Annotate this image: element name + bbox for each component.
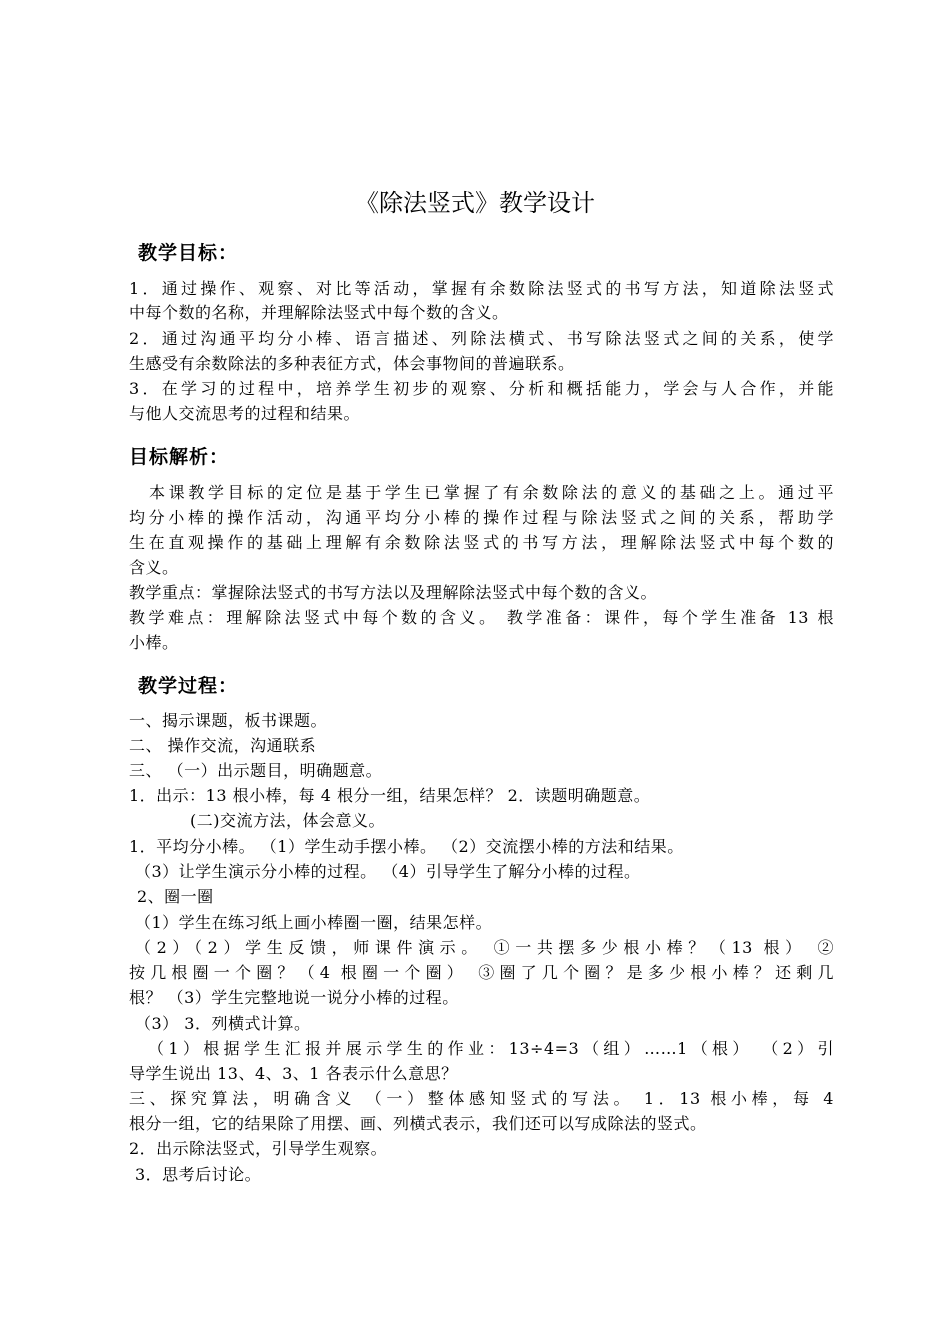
- process-line: 按几根圈一个圈？（4 根圈一个圈） ③圈了几个圈？是多少根小棒？还剩几: [129, 963, 834, 982]
- analysis-line: 均分小棒的操作活动，沟通平均分小棒的操作过程与除法竖式之间的关系，帮助学: [129, 508, 834, 527]
- objectives-line: 1．通过操作、观察、对比等活动，掌握有余数除法竖式的书写方法，知道除法竖式: [129, 279, 834, 298]
- objectives-line: 中每个数的名称，并理解除法竖式中每个数的含义。: [129, 303, 509, 322]
- process-line: （1）根据学生汇报并展示学生的作业：13÷4=3（组）……1（根） （2）引: [148, 1039, 834, 1058]
- process-line: 2．出示除法竖式，引导学生观察。: [129, 1139, 388, 1158]
- analysis-line: 小棒。: [129, 633, 179, 652]
- process-line: 3．思考后讨论。: [135, 1165, 262, 1184]
- process-line: （3） 3．列横式计算。: [135, 1014, 311, 1033]
- process-line: （3）让学生演示分小棒的过程。 （4）引导学生了解分小棒的过程。: [135, 862, 641, 881]
- process-line: 三、 （一）出示题目，明确题意。: [129, 761, 383, 780]
- key-point-line: 教学重点：掌握除法竖式的书写方法以及理解除法竖式中每个数的含义。: [129, 583, 658, 602]
- process-line: 2、圈一圈: [137, 887, 214, 906]
- process-line: 1．出示：13 根小棒，每 4 根分一组，结果怎样？ 2．读题明确题意。: [129, 786, 651, 805]
- objectives-line: 生感受有余数除法的多种表征方式，体会事物间的普遍联系。: [129, 354, 575, 373]
- process-line: （1）学生在练习纸上画小棒圈一圈，结果怎样。: [135, 913, 493, 932]
- objectives-line: 与他人交流思考的过程和结果。: [129, 404, 361, 423]
- difficulty-line: 教学难点：理解除法竖式中每个数的含义。 教学准备：课件，每个学生准备 13 根: [129, 608, 834, 627]
- objectives-line: 2．通过沟通平均分小棒、语言描述、列除法横式、书写除法竖式之间的关系，使学: [129, 329, 834, 348]
- process-line: 一、揭示课题，板书课题。: [129, 711, 328, 730]
- process-line: (二)交流方法，体会意义。: [190, 811, 385, 830]
- section-heading-analysis: 目标解析：: [129, 446, 230, 468]
- process-line: 三、探究算法，明确含义 （一）整体感知竖式的写法。 1．13 根小棒，每 4: [129, 1089, 834, 1108]
- analysis-line: 含义。: [129, 558, 179, 577]
- process-line: 1．平均分小棒。 （1）学生动手摆小棒。 （2）交流摆小棒的方法和结果。: [129, 837, 684, 856]
- process-line: （2）（2）学生反馈，师课件演示。 ①一共摆多少根小棒？（13 根） ②: [135, 938, 834, 957]
- analysis-line: 本课教学目标的定位是基于学生已掌握了有余数除法的意义的基础之上。通过平: [149, 483, 834, 502]
- process-line: 导学生说出 13、4、3、1 各表示什么意思？: [129, 1064, 458, 1083]
- process-line: 根？ （3）学生完整地说一说分小棒的过程。: [129, 988, 459, 1007]
- process-line: 根分一组，它的结果除了用摆、画、列横式表示，我们还可以写成除法的竖式。: [129, 1114, 707, 1133]
- objectives-line: 3．在学习的过程中，培养学生初步的观察、分析和概括能力，学会与人合作，并能: [129, 379, 834, 398]
- section-heading-objectives: 教学目标：: [138, 242, 239, 264]
- section-heading-process: 教学过程：: [138, 675, 239, 697]
- document-title: 《除法竖式》教学设计: [355, 189, 595, 217]
- analysis-line: 生在直观操作的基础上理解有余数除法竖式的书写方法，理解除法竖式中每个数的: [129, 533, 834, 552]
- process-line: 二、 操作交流，沟通联系: [129, 736, 317, 755]
